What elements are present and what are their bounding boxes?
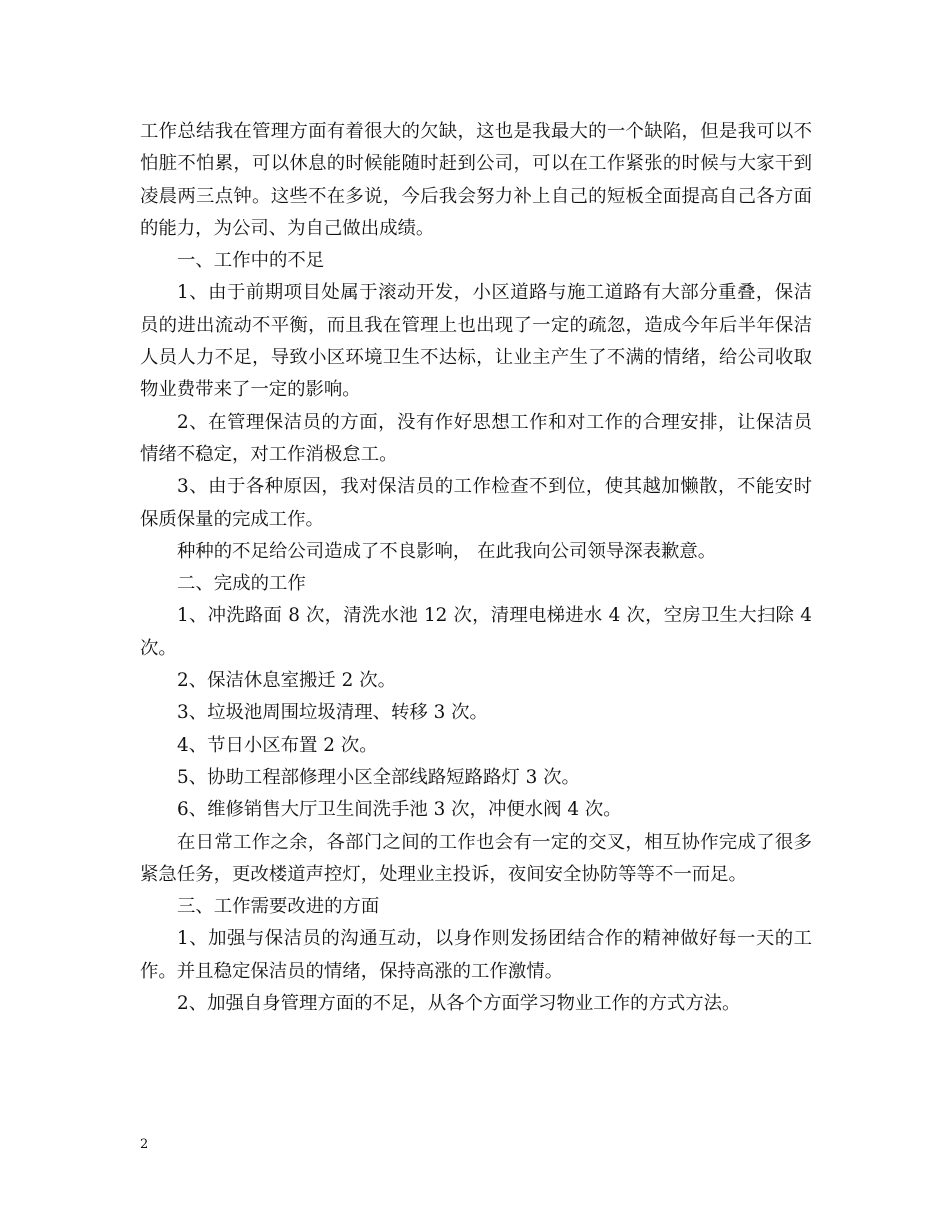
paragraph-improvement-1: 1、加强与保洁员的沟通互动，以身作则发扬团结合作的精神做好每一天的工作。并且稳定保洁员的情绪，保持高涨的工作激情。 [140,928,812,982]
paragraph-cooperation: 在日常工作之余，各部门之间的工作也会有一定的交叉，相互协作完成了很多紧急任务，更改楼道声控灯，处理业主投诉，夜间安全协防等等不一而足。 [140,831,812,885]
paragraph-completed-1: 1、冲洗路面 8 次，清洗水池 12 次，清理电梯进水 4 次，空房卫生大扫除 4 次。 [140,605,812,659]
document-body [140,116,812,1020]
paragraph-completed-5: 5、协助工程部修理小区全部线路短路路灯 3 次。 [177,766,580,788]
paragraph-intro: 工作总结我在管理方面有着很大的欠缺，这也是我最大的一个缺陷，但是我可以不怕脏不怕累，可以休息的时候能随时赶到公司，可以在工作紧张的时候与大家干到凌晨两三点钟。这些不在多说，今后我会努力补上自己的短板全面提高自己各方面的能力，为公司、为自己做出成绩。 [140,121,812,239]
section-heading-shortcomings: 一、工作中的不足 [177,250,325,272]
paragraph-completed-3: 3、垃圾池周围垃圾清理、转移 3 次。 [177,702,488,724]
paragraph-completed-6: 6、维修销售大厅卫生间洗手池 3 次，冲便水阀 4 次。 [177,799,622,821]
paragraph-completed-4: 4、节日小区布置 2 次。 [177,734,378,756]
section-heading-improvements: 三、工作需要改进的方面 [177,896,380,918]
paragraph-apology: 种种的不足给公司造成了不良影响， 在此我向公司领导深表歉意。 [177,540,717,562]
paragraph-improvement-2: 2、加强自身管理方面的不足，从各个方面学习物业工作的方式方法。 [177,993,741,1015]
paragraph-completed-2: 2、保洁休息室搬迁 2 次。 [177,670,396,692]
paragraph-shortcoming-1: 1、由于前期项目处属于滚动开发，小区道路与施工道路有大部分重叠，保洁员的进出流动不平衡，而且我在管理上也出现了一定的疏忽，造成今年后半年保洁人员人力不足，导致小区环境卫生不达标，让业主产生了不满的情绪，给公司收取物业费带来了一定的影响。 [140,282,812,401]
paragraph-shortcoming-2: 2、在管理保洁员的方面，没有作好思想工作和对工作的合理安排，让保洁员情绪不稳定，对工作消极怠工。 [140,411,812,465]
section-heading-completed-work: 二、完成的工作 [177,573,306,595]
page-number: 2 [140,1137,149,1152]
paragraph-shortcoming-3: 3、由于各种原因，我对保洁员的工作检查不到位，使其越加懒散，不能安时保质保量的完成工作。 [140,476,812,530]
